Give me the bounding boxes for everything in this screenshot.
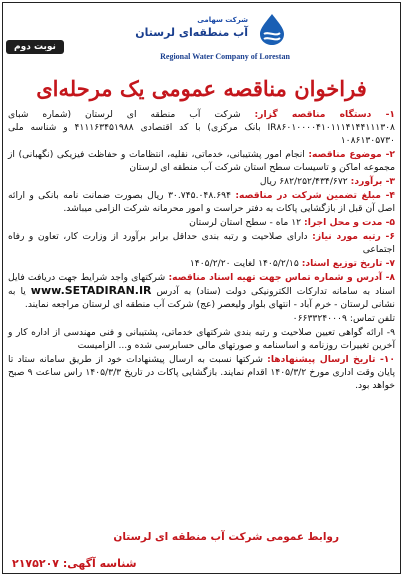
setad-url-link[interactable]: www.SETADIRAN.IR [30,284,152,297]
section-8-text-a: شرکتهای واجد شرایط جهت دریافت فایل اسناد به سامانه تدارکات الکترونیکی دولت (ستاد) به آدرس [8,272,395,297]
section-2 [8,148,395,174]
public-relations-signature: روابط عمومی شرکت آب منطقه ای لرستان [113,531,339,543]
section-7-text: ۱۴۰۵/۲/۱۵ لغایت ۱۴۰۵/۲/۲۰ [189,258,302,269]
section-3-text: ۶۸۲/۲۵۲/۴۳۴/۶۷۲ ریال [259,176,351,187]
section-4 [8,189,395,215]
section-1 [8,108,395,147]
section-1-text: شرکت آب منطقه ای لرستان (شماره شبای IR۸۶۰۱۰۰۰۰۴۱۰۱۱۱۴۱۴۴۱۱۱۳۰۸ بانک مرکزی) با کد اقتصادی ۴۱۱۱۶۳۴۵۱۹۸۸ و شناسه ملی ۱۰۸۶۱۳۰۵۷۳۰ [8,109,395,146]
section-6-label: ۶- رتبه مورد نیاز: [312,231,395,242]
section-4-text: ۳۰.۷۴۵.۰۴۸.۶۹۴ ریال بصورت ضمانت نامه بانکی و ارائه اصل آن قبل از بازگشایی پاکات به دفتر حراست و امور محرمانه شرکت الزامی میباشد. [8,190,395,214]
section-10-text: شرکتها نسبت به ارسال پیشنهادات خود از طریق سامانه ستاد تا پایان وقت اداری مورخ ۱۴۰۵/۳/۲ اقدام نمایند. بازگشایی پاکات در تاریخ ۱۴۰۵/۳/۳ راس ساعت ۹ صبح خواهد بود. [8,354,396,391]
section-5-label: ۵- مدت و محل اجرا: [304,217,395,228]
round-badge: نوبت دوم [6,40,64,54]
section-3 [8,175,395,188]
notice-body [8,108,395,393]
page-title: فراخوان مناقصه عمومی یک مرحله‌ای [36,76,367,101]
notice-id: شناسه آگهی: ۲۱۷۵۲۰۷ [12,557,137,570]
logo-english-name: Regional Water Company of Lorestan [160,52,290,61]
water-drop-icon [252,12,292,46]
logo-small-text: شرکت سهامی [197,16,248,24]
section-4-label: ۴- مبلغ تضمین شرکت در مناقصه: [235,190,396,201]
section-2-text: انجام امور پشتیبانی، خدماتی، نقلیه، انتظامات و حفاظت فیزیکی (نگهبانی) از مجموعه اماکن و تاسیسات سطح استان شرکت آب منطقه ای لرستان [8,149,395,173]
section-2-label: ۲- موضوع مناقصه: [308,149,395,160]
section-5-text: ۱۲ ماه - سطح استان لرستان [189,217,305,228]
section-8-text-b: یا به نشانی لرستان - خرم آباد - انتهای بلوار ولیعصر (عج) شرکت آب منطقه ای لرستان مراجعه نمایند. [8,286,395,310]
section-8-label: ۸- آدرس و شماره تماس جهت تهیه اسناد مناقصه: [168,272,395,283]
section-3-label: ۳- برآورد: [350,176,395,187]
section-8-phone: تلفن تماس: ۰۶۶۳۳۲۴۰۰۰۹ [292,313,395,324]
section-6 [8,230,395,256]
section-6-text: دارای صلاحیت و رتبه بندی حداقل برابر برآورد از وزارت کار، تعاون و رفاه اجتماعی [8,231,395,255]
section-7-label: ۷- تاریخ توزیع اسناد: [301,258,395,269]
section-10-label: ۱۰- تاریخ ارسال پیشنهادها: [267,354,395,365]
section-7 [8,257,395,270]
section-5 [8,216,395,229]
section-9: ۹- ارائه گواهی تعیین صلاحیت و رتبه بندی شرکتهای خدماتی، پشتیبانی و فنی مهندسی از اداره کار و آخرین تغییرات روزنامه و اساسنامه و صورتهای مالی حسابرسی شده و... الزامیست [8,327,395,351]
section-10 [8,353,395,392]
section-1-label: ۱- دستگاه مناقصه گزار: [254,109,395,120]
header [0,6,403,70]
section-8 [8,271,395,311]
company-logo [135,10,298,72]
logo-company-name: آب منطقه‌ای لرستان [135,26,248,39]
